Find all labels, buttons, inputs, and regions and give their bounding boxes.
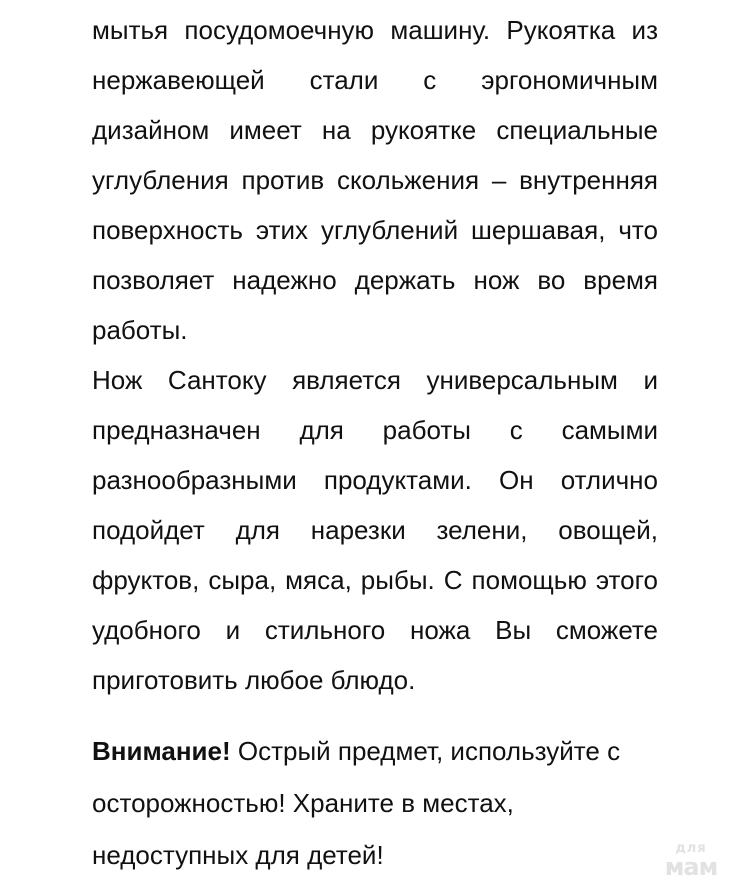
warning-paragraph	[92, 725, 658, 881]
watermark-logo	[656, 842, 726, 879]
watermark-bottom-text: мам	[664, 853, 718, 881]
article-body	[92, 0, 658, 881]
warning-text: Острый предмет, используйте с осторожностью! Храните в местах, недоступных для детей!	[92, 736, 621, 870]
paragraph-santoku-description: Нож Сантоку является универсальным и предназначен для работы с самыми разнообразными продуктами. Он отлично подойдет для нарезки зелени, овощей, фруктов, сыра, мяса, рыбы. С помощью этого удобного и стильного ножа Вы сможете приготовить любое блюдо.	[92, 365, 658, 695]
paragraph-handle-description: мытья посудомоечную машину. Рукоятка из нержавеющей стали с эргономичным дизайном имеет на рукоятке специальные углубления против скольжения – внутренняя поверхность этих углублений шершавая, что позволяет надежно держать нож во время работы.	[92, 15, 658, 345]
watermark-top-text: для	[675, 841, 707, 856]
warning-label: Внимание!	[92, 736, 231, 766]
